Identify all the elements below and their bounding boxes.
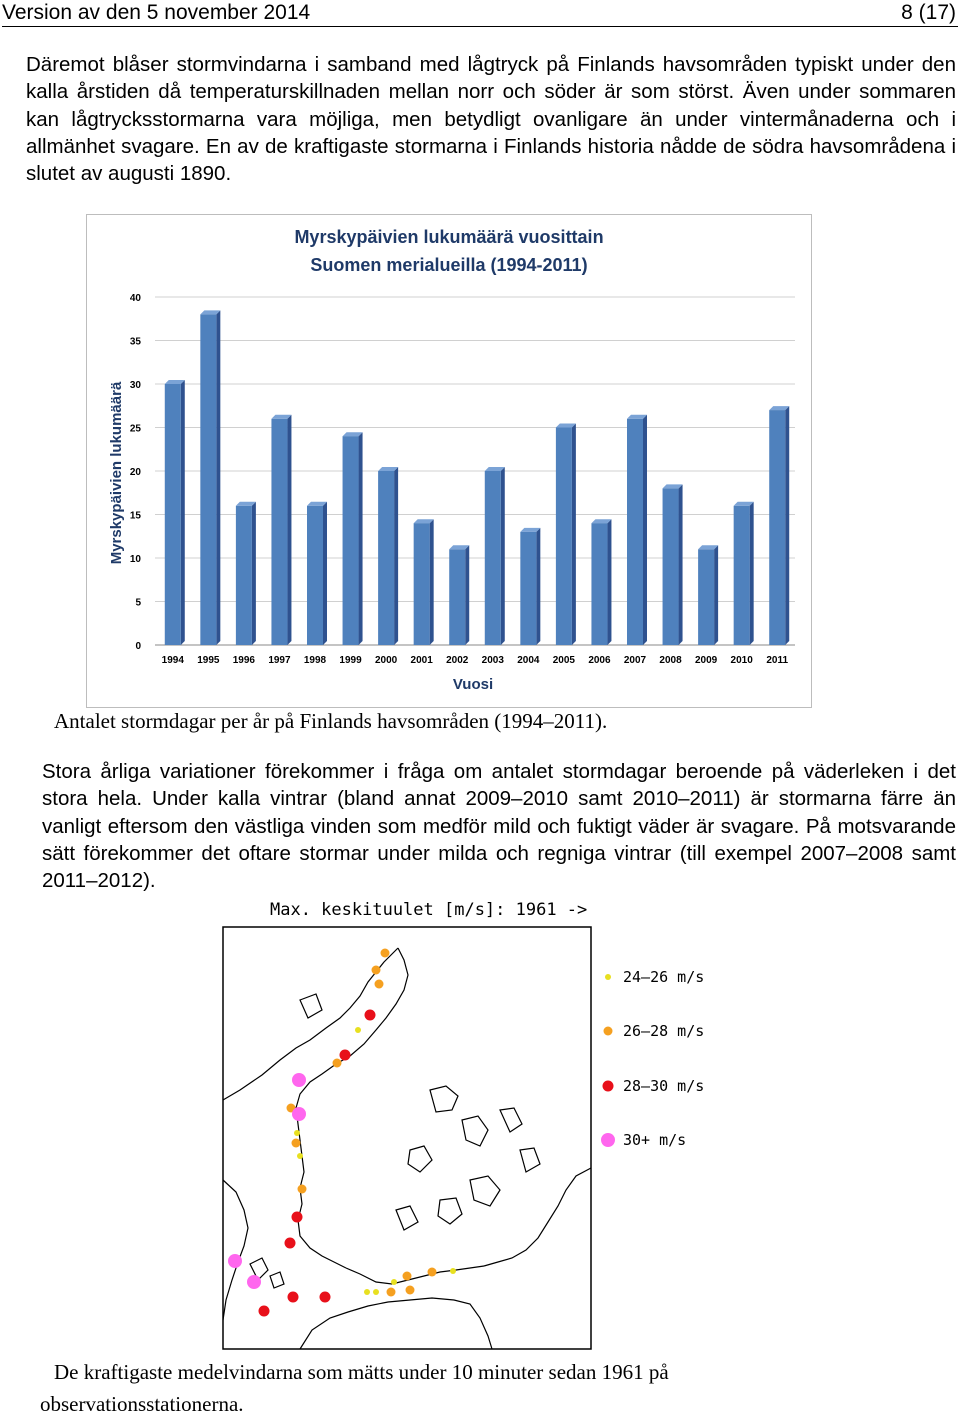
y-tick-label: 30: [129, 380, 141, 391]
chart-y-axis-label: Myrskypäivien lukumäärä: [108, 381, 125, 565]
station-marker: [365, 1010, 376, 1021]
legend-label-28-30: 28–30 m/s: [623, 1077, 705, 1095]
y-tick-label: 0: [135, 641, 141, 652]
legend-marker-26-28: [604, 1027, 613, 1036]
page-number: 8 (17): [901, 1, 956, 24]
station-marker: [375, 980, 384, 989]
station-marker: [292, 1139, 301, 1148]
x-tick-label: 2006: [588, 655, 611, 666]
x-tick-label: 2008: [659, 655, 682, 666]
x-tick-label: 1998: [303, 655, 327, 666]
station-marker: [294, 1130, 300, 1136]
paragraph-variations: Stora årliga variationer förekommer i fråga om antalet stormdagar beroende på väderleken i det stora hela. Under kalla vintrar (bland annat 2009–2010 samt 2010–2011) är stormarna färre än vanligt eftersom den västliga vinden som medför mild och fuktigt väder är svagare. På motsvarande sätt förekommer det oftare stormar under milda och regniga vintrar (till exempel 2007–2008 samt 2011–2012).: [42, 760, 956, 893]
legend-marker-24-26: [605, 974, 611, 980]
station-marker: [381, 949, 390, 958]
station-marker: [387, 1288, 396, 1297]
x-tick-label: 2007: [623, 655, 647, 666]
legend-label-30plus: 30+ m/s: [623, 1131, 687, 1149]
station-marker: [320, 1292, 331, 1303]
station-marker: [298, 1185, 307, 1194]
station-marker: [285, 1238, 296, 1249]
x-tick-label: 2002: [446, 655, 469, 666]
station-marker: [372, 966, 381, 975]
x-tick-label: 2001: [410, 655, 433, 666]
x-tick-label: 2003: [481, 655, 504, 666]
station-marker: [428, 1268, 437, 1277]
station-marker: [364, 1289, 370, 1295]
station-marker: [340, 1050, 351, 1061]
station-marker: [292, 1107, 306, 1121]
x-tick-label: 2011: [766, 655, 789, 666]
station-marker: [259, 1306, 270, 1317]
legend-marker-28-30: [603, 1081, 614, 1092]
y-tick-label: 20: [129, 467, 141, 478]
x-tick-label: 1995: [197, 655, 220, 666]
y-tick-label: 15: [129, 510, 141, 522]
station-marker: [391, 1279, 397, 1285]
station-marker: [288, 1292, 299, 1303]
station-marker: [406, 1286, 415, 1295]
paragraph-intro: Däremot blåser stormvindarna i samband med lågtryck på Finlands havsområden typiskt under den kalla årstiden då temperaturskillnaden mellan norr och söder är som störst. Även under sommaren kan lågtrycksstormarna vara möjliga, men betydligt ovanligare än under vintermånaderna och i allmänhet svagare. En av de kraftigaste stormarna i Finlands historia nådde de södra havsområdena i slutet av augusti 1890.: [26, 53, 956, 186]
station-marker: [292, 1212, 303, 1223]
x-tick-label: 2000: [374, 655, 398, 666]
station-marker: [450, 1268, 456, 1274]
legend-label-24-26: 24–26 m/s: [623, 968, 705, 986]
x-tick-label: 1994: [161, 655, 184, 666]
legend-marker-30plus: [601, 1133, 615, 1147]
station-marker: [297, 1153, 303, 1159]
y-tick-label: 40: [129, 293, 141, 304]
y-tick-label: 35: [129, 336, 141, 348]
station-marker: [355, 1027, 361, 1033]
chart-x-axis-label: Vuosi: [452, 676, 494, 693]
station-marker: [228, 1254, 242, 1268]
version-label: Version av den 5 november 2014: [2, 1, 311, 24]
station-marker: [403, 1272, 412, 1281]
station-marker: [247, 1275, 261, 1289]
map-caption-line2: observationsstationerna.: [40, 1392, 244, 1416]
x-tick-label: 2004: [517, 655, 540, 666]
station-marker: [292, 1073, 306, 1087]
y-tick-label: 25: [129, 423, 141, 435]
x-tick-label: 2009: [694, 655, 718, 666]
x-tick-label: 1996: [232, 655, 256, 666]
y-tick-label: 10: [129, 554, 141, 565]
map-legend: [601, 968, 704, 1149]
x-tick-label: 2005: [552, 655, 576, 666]
chart-title-line2: Suomen merialueilla (1994-2011): [310, 255, 588, 275]
chart-caption: Antalet stormdagar per år på Finlands havsområden (1994–2011).: [54, 709, 608, 733]
chart-title-line1: Myrskypäivien lukumäärä vuosittain: [294, 227, 604, 247]
x-tick-label: 1997: [268, 655, 291, 666]
map-caption-line1: De kraftigaste medelvindarna som mätts under 10 minuter sedan 1961 på: [54, 1360, 669, 1384]
legend-label-26-28: 26–28 m/s: [623, 1022, 705, 1040]
x-tick-label: 1999: [339, 655, 362, 666]
map-title: Max. keskituulet [m/s]: 1961 ->: [270, 900, 588, 920]
y-tick-label: 5: [135, 597, 141, 609]
station-marker: [373, 1289, 379, 1295]
x-tick-label: 2010: [730, 655, 753, 666]
station-marker: [333, 1059, 342, 1068]
